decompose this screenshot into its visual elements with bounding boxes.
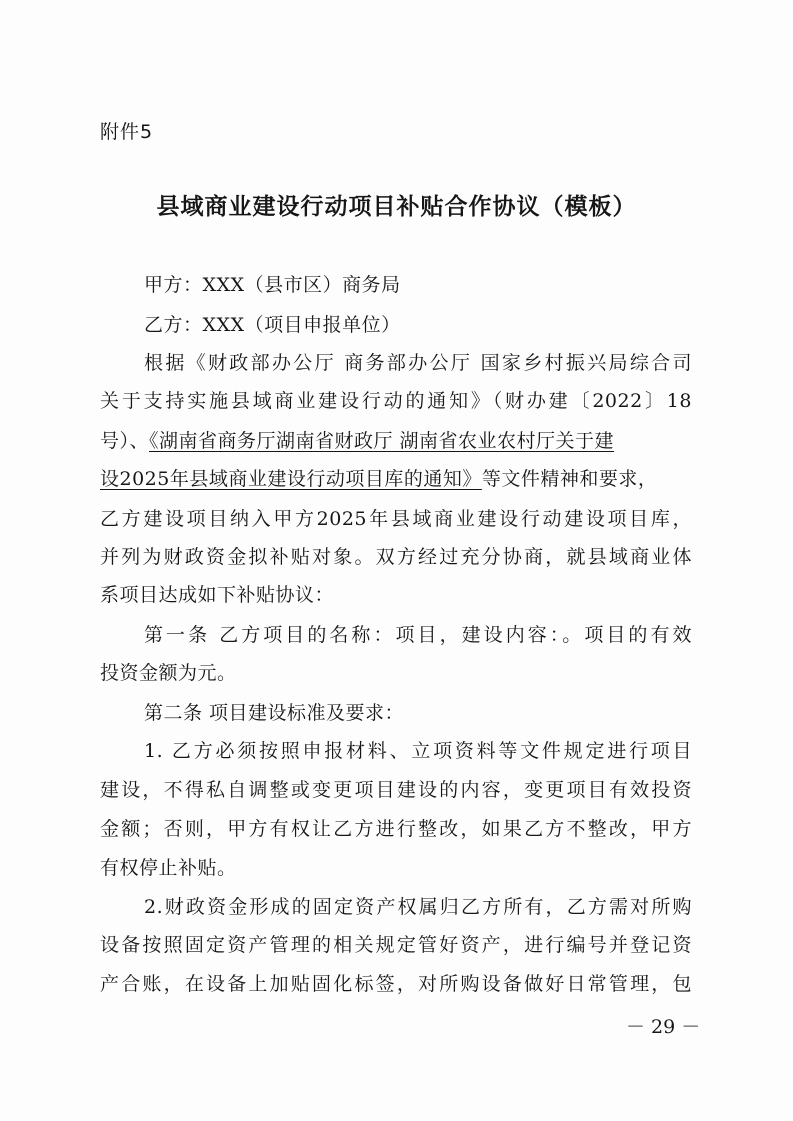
para1-line2: 关于支持实施县域商业建设行动的通知》（财办建〔2022〕18: [100, 390, 692, 412]
article1-line2: 投资金额为元。: [100, 662, 237, 684]
referenced-notice-title-cont: 设2025年县域商业建设行动项目库的通知》: [100, 468, 482, 490]
item1-line2: 建设，不得私自调整或变更项目建设的内容，变更项目有效投资: [100, 779, 692, 801]
para1-line7: 系项目达成如下补贴协议：: [100, 584, 335, 606]
para1-line5: 乙方建设项目纳入甲方2025年县域商业建设行动建设项目库，: [100, 508, 692, 530]
article1-line1: 第一条 乙方项目的名称：项目，建设内容：。项目的有效: [144, 624, 692, 646]
party-b: 乙方：XXX（项目申报单位）: [144, 314, 401, 336]
party-a: 甲方：XXX（县市区）商务局: [144, 274, 401, 296]
article2-heading: 第二条 项目建设标准及要求：: [144, 702, 405, 724]
item2-line3: 产合账，在设备上加贴固化标签，对所购设备做好日常管理，包: [100, 973, 692, 995]
para1-line3-text: 号）、: [100, 430, 150, 452]
item1-line1: 1. 乙方必须按照申报材料、立项资料等文件规定进行项目: [144, 740, 692, 762]
item2-line1: 2.财政资金形成的固定资产权属归乙方所有，乙方需对所购: [144, 896, 692, 918]
referenced-notice-title: 《湖南省商务厅湖南省财政厅 湖南省农业农村厅关于建: [149, 430, 615, 452]
item1-line3: 金额；否则，甲方有权让乙方进行整改，如果乙方不整改，甲方: [100, 818, 692, 840]
para1-line4: [100, 466, 692, 492]
para1-line6: 并列为财政资金拟补贴对象。双方经过充分协商，就县域商业体: [100, 546, 692, 568]
item2-line2: 设备按照固定资产管理的相关规定管好资产，进行编号并登记资: [100, 934, 692, 956]
document-title: 县域商业建设行动项目补贴合作协议（模板）: [156, 194, 637, 220]
para1-line3: [100, 428, 692, 454]
attachment-label: 附件5: [100, 121, 154, 143]
para1-line1: 根据《财政部办公厅 商务部办公厅 国家乡村振兴局综合司: [144, 352, 692, 374]
page-number: － 29 －: [626, 1016, 701, 1038]
para1-line4-text: 等文件精神和要求，: [481, 468, 658, 490]
item1-line4: 有权停止补贴。: [100, 857, 237, 879]
